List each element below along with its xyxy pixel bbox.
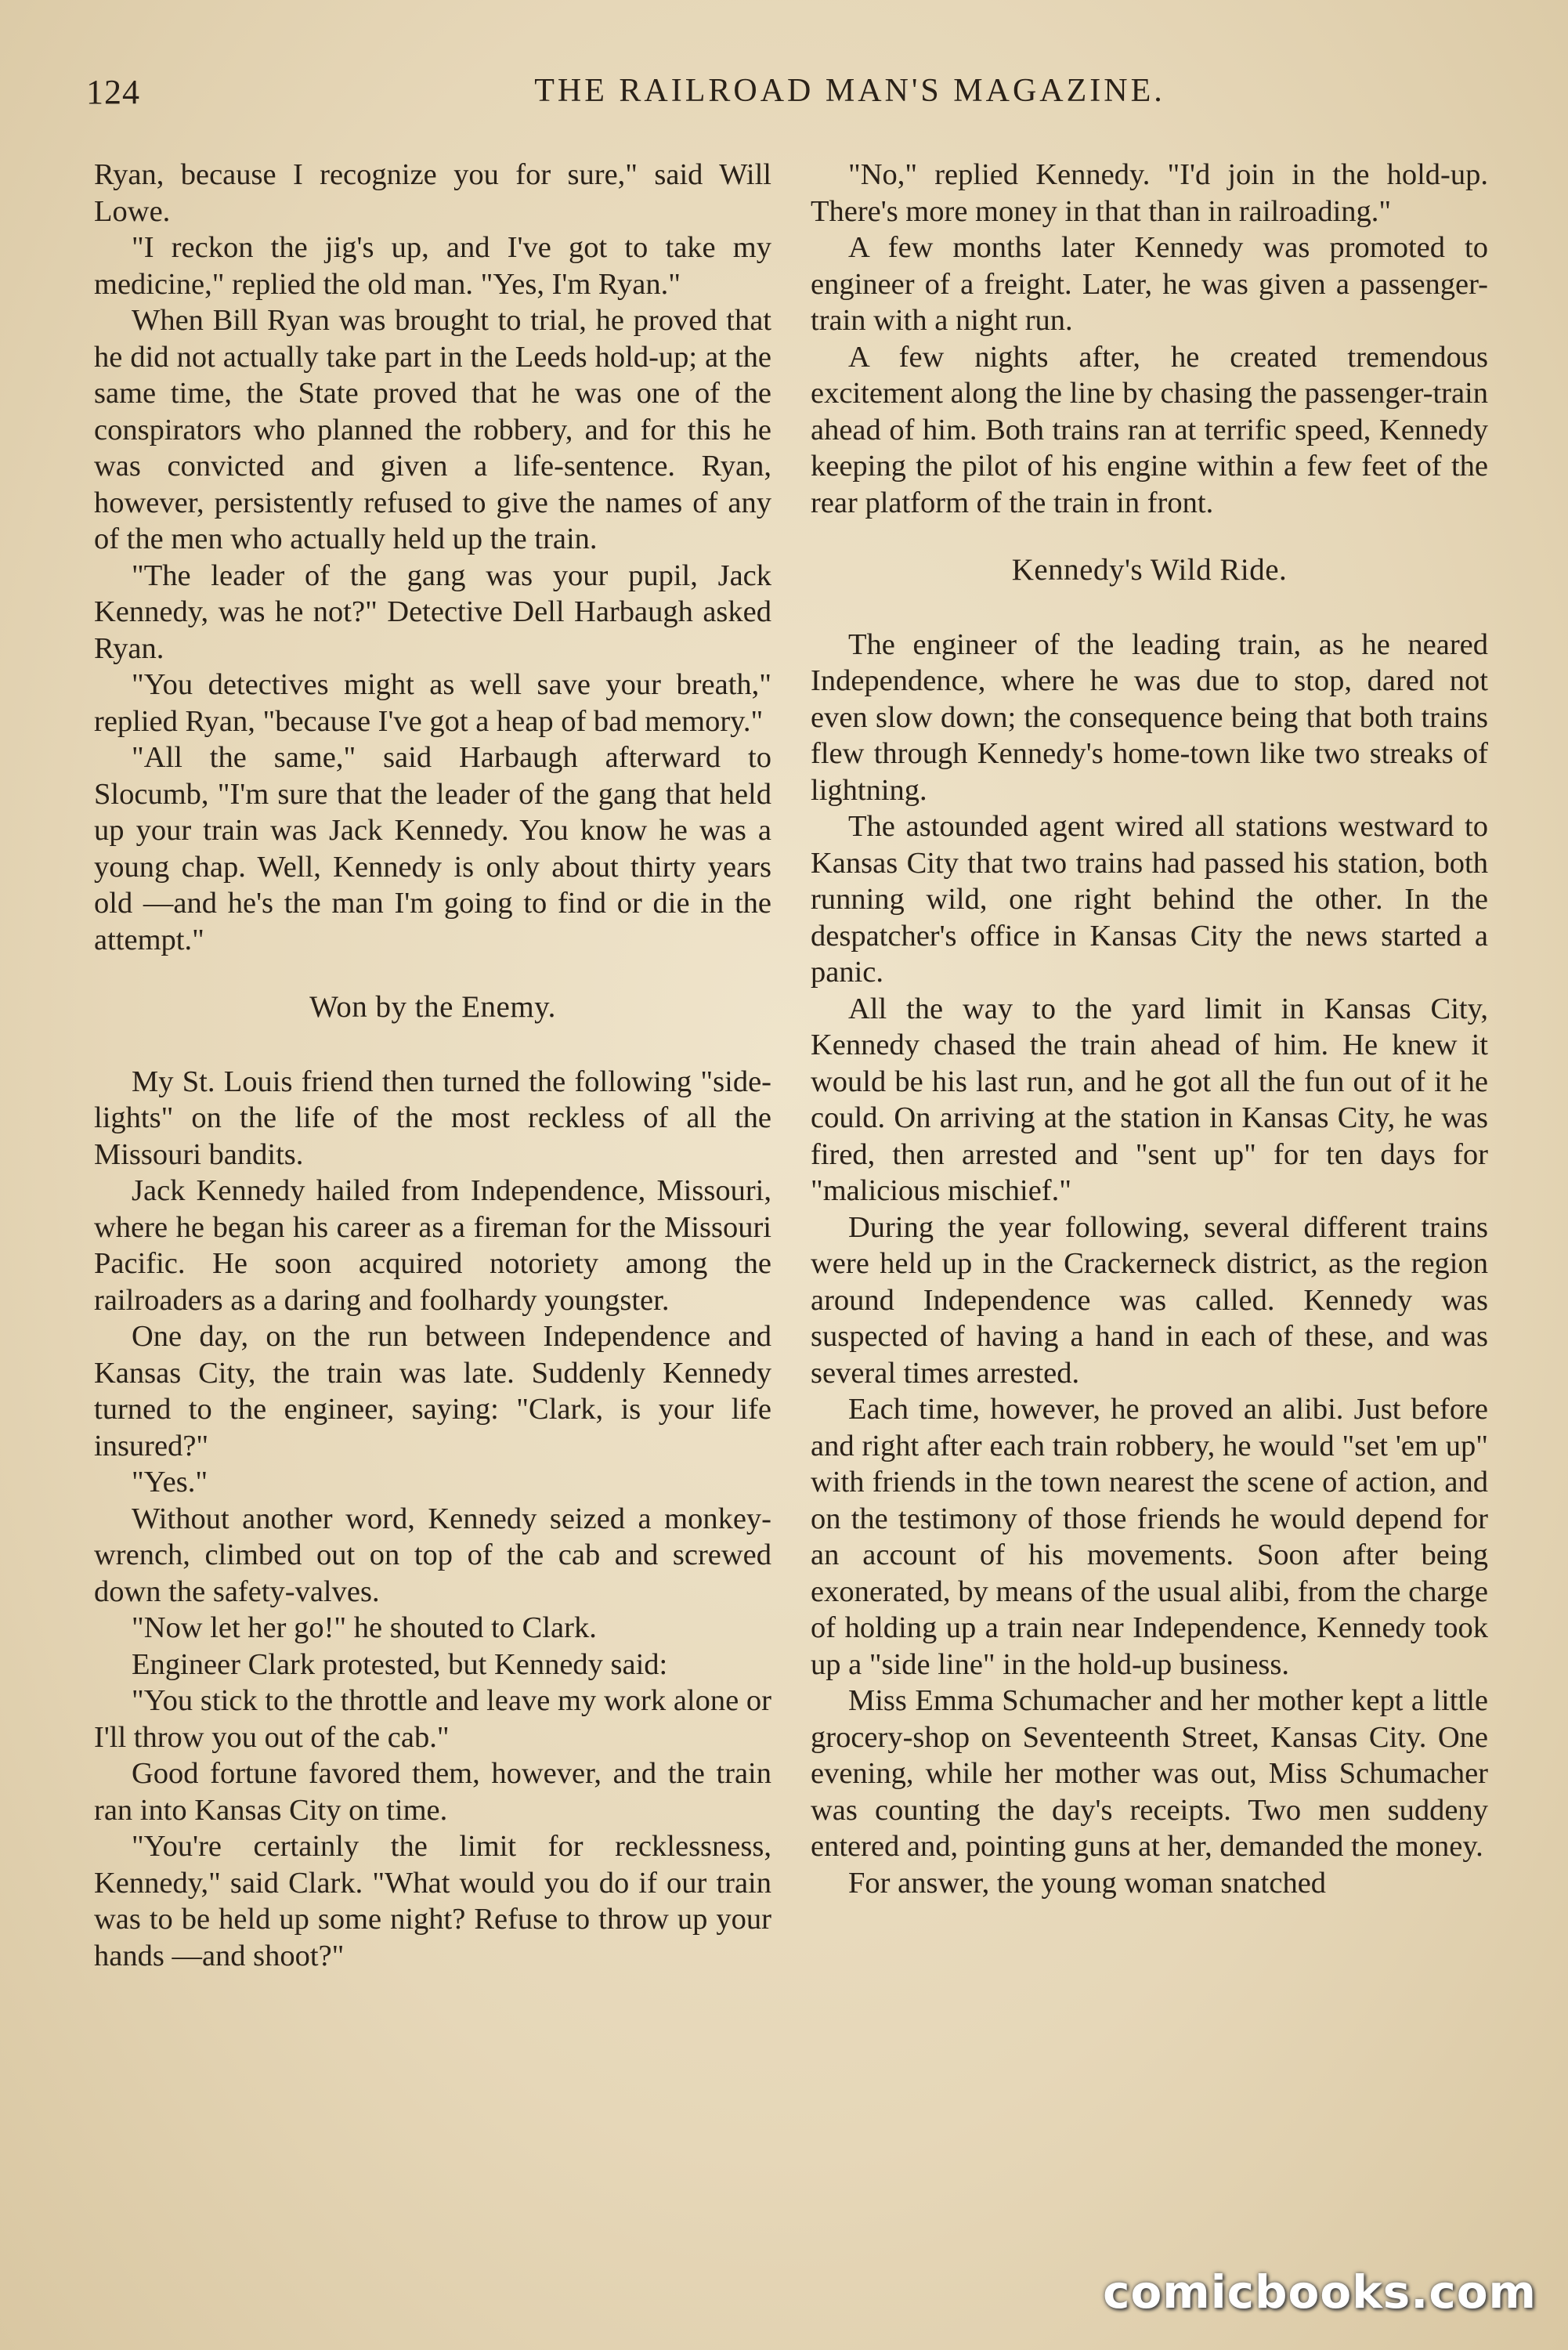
paragraph: "You stick to the throttle and leave my work alone or I'll throw you out of the cab." — [94, 1684, 771, 1754]
paragraph: "You detectives might as well save your breath," replied Ryan, "because I've got a heap of bad memory." — [94, 668, 771, 738]
paragraph: The engineer of the leading train, as he neared Independence, where he was due to stop, dared not even slow down; the consequence being that both trains flew through Kennedy's home-town like two streaks of lightning. — [811, 627, 1488, 807]
paragraph: Jack Kennedy hailed from Independence, Missouri, where he began his career as a fireman for the Missouri Pacific. He soon acquired notoriety among the railroaders as a daring and foolhardy youngster. — [94, 1174, 771, 1317]
paragraph: My St. Louis friend then turned the following "side-lights" on the life of the most reckless of all the Missouri bandits. — [94, 1065, 771, 1171]
paragraph: Each time, however, he proved an alibi. Just before and right after each train robbery, he would "set 'em up" with friends in the town nearest the scene of action, and on the testimony of those friends he would depend for an account of his movements. Soon after being exonerated, by means of the usual alibi, from the charge of holding up a train near Independence, Kennedy took up a "side line" in the hold-up business. — [811, 1393, 1488, 1681]
paragraph: During the year following, several different trains were held up in the Crackerneck district, as the region around Independence was called. Kennedy was suspected of having a hand in each of these, and was several times arrested. — [811, 1210, 1488, 1390]
paragraph: One day, on the run between Independence and Kansas City, the train was late. Suddenly Kennedy turned to the engineer, saying: "Clark, is your life insured?" — [94, 1320, 771, 1462]
page-header — [86, 72, 1519, 119]
paragraph: Good fortune favored them, however, and the train ran into Kansas City on time. — [94, 1757, 771, 1827]
left-column — [94, 157, 771, 1974]
paragraph: For answer, the young woman snatched — [848, 1866, 1327, 1900]
paragraph: Without another word, Kennedy seized a monkey-wrench, climbed out on top of the cab and screwed down the safety-valves. — [94, 1502, 771, 1608]
paragraph: All the way to the yard limit in Kansas City, Kennedy chased the train ahead of him. He knew it would be his last run, and he got all the fun out of it he could. On arriving at the station in Kansas City, he was fired, then arrested and "sent up" for ten days for "malicious mischief." — [811, 992, 1488, 1207]
right-column — [811, 157, 1488, 1901]
running-title: THE RAILROAD MAN'S MAGAZINE. — [534, 73, 1165, 109]
paragraph: "All the same," said Harbaugh afterward to Slocumb, "I'm sure that the leader of the gang that held up your train was Jack Kennedy. You know he was a young chap. Well, Kennedy is only about thirty years old —and he's the man I'm going to find or die in the attempt." — [94, 741, 771, 956]
section-heading: Kennedy's Wild Ride. — [1011, 553, 1288, 587]
paragraph: A few nights after, he created tremendous excitement along the line by chasing the passenger-train ahead of him. Both trains ran at terrific speed, Kennedy keeping the pilot of his engine within a few feet of the rear platform of the train in front. — [811, 340, 1488, 519]
paragraph: "No," replied Kennedy. "I'd join in the hold-up. There's more money in that than in railroading." — [811, 158, 1488, 228]
paragraph: Miss Emma Schumacher and her mother kept a little grocery-shop on Seventeenth Street, Kansas City. One evening, while her mother was out, Miss Schumacher was counting the day's receipts. Two men suddeny entered and, pointing guns at her, demanded the money. — [811, 1684, 1488, 1863]
watermark-logo: comicbooks.com — [1103, 2265, 1537, 2319]
paragraph: The astounded agent wired all stations westward to Kansas City that two trains had passed his station, both running wild, one right behind the other. In the despatcher's office in Kansas City the news started a panic. — [811, 810, 1488, 989]
paragraph: "Now let her go!" he shouted to Clark. — [132, 1611, 597, 1644]
paragraph: "Yes." — [132, 1466, 208, 1499]
paragraph: When Bill Ryan was brought to trial, he proved that he did not actually take part in the Leeds hold-up; at the same time, the State proved that he was one of the conspirators who planned the robbery, and for this he was convicted and given a life-sentence. Ryan, however, persistently refused to give the names of any of the men who actually held up the train. — [94, 304, 771, 555]
section-heading: Won by the Enemy. — [309, 990, 556, 1024]
paragraph: Engineer Clark protested, but Kennedy said: — [132, 1647, 668, 1681]
paragraph: "The leader of the gang was your pupil, Jack Kennedy, was he not?" Detective Dell Harbaugh asked Ryan. — [94, 559, 771, 665]
paragraph: "You're certainly the limit for recklessness, Kennedy," said Clark. "What would you do if our train was to be held up some night? Refuse to throw up your hands —and shoot?" — [94, 1830, 771, 1972]
paragraph: Ryan, because I recognize you for sure," said Will Lowe. — [94, 158, 771, 228]
paragraph: A few months later Kennedy was promoted to engineer of a freight. Later, he was given a passenger-train with a night run. — [811, 231, 1488, 337]
page-number: 124 — [86, 73, 140, 111]
paragraph: "I reckon the jig's up, and I've got to take my medicine," replied the old man. "Yes, I'm Ryan." — [94, 231, 771, 301]
